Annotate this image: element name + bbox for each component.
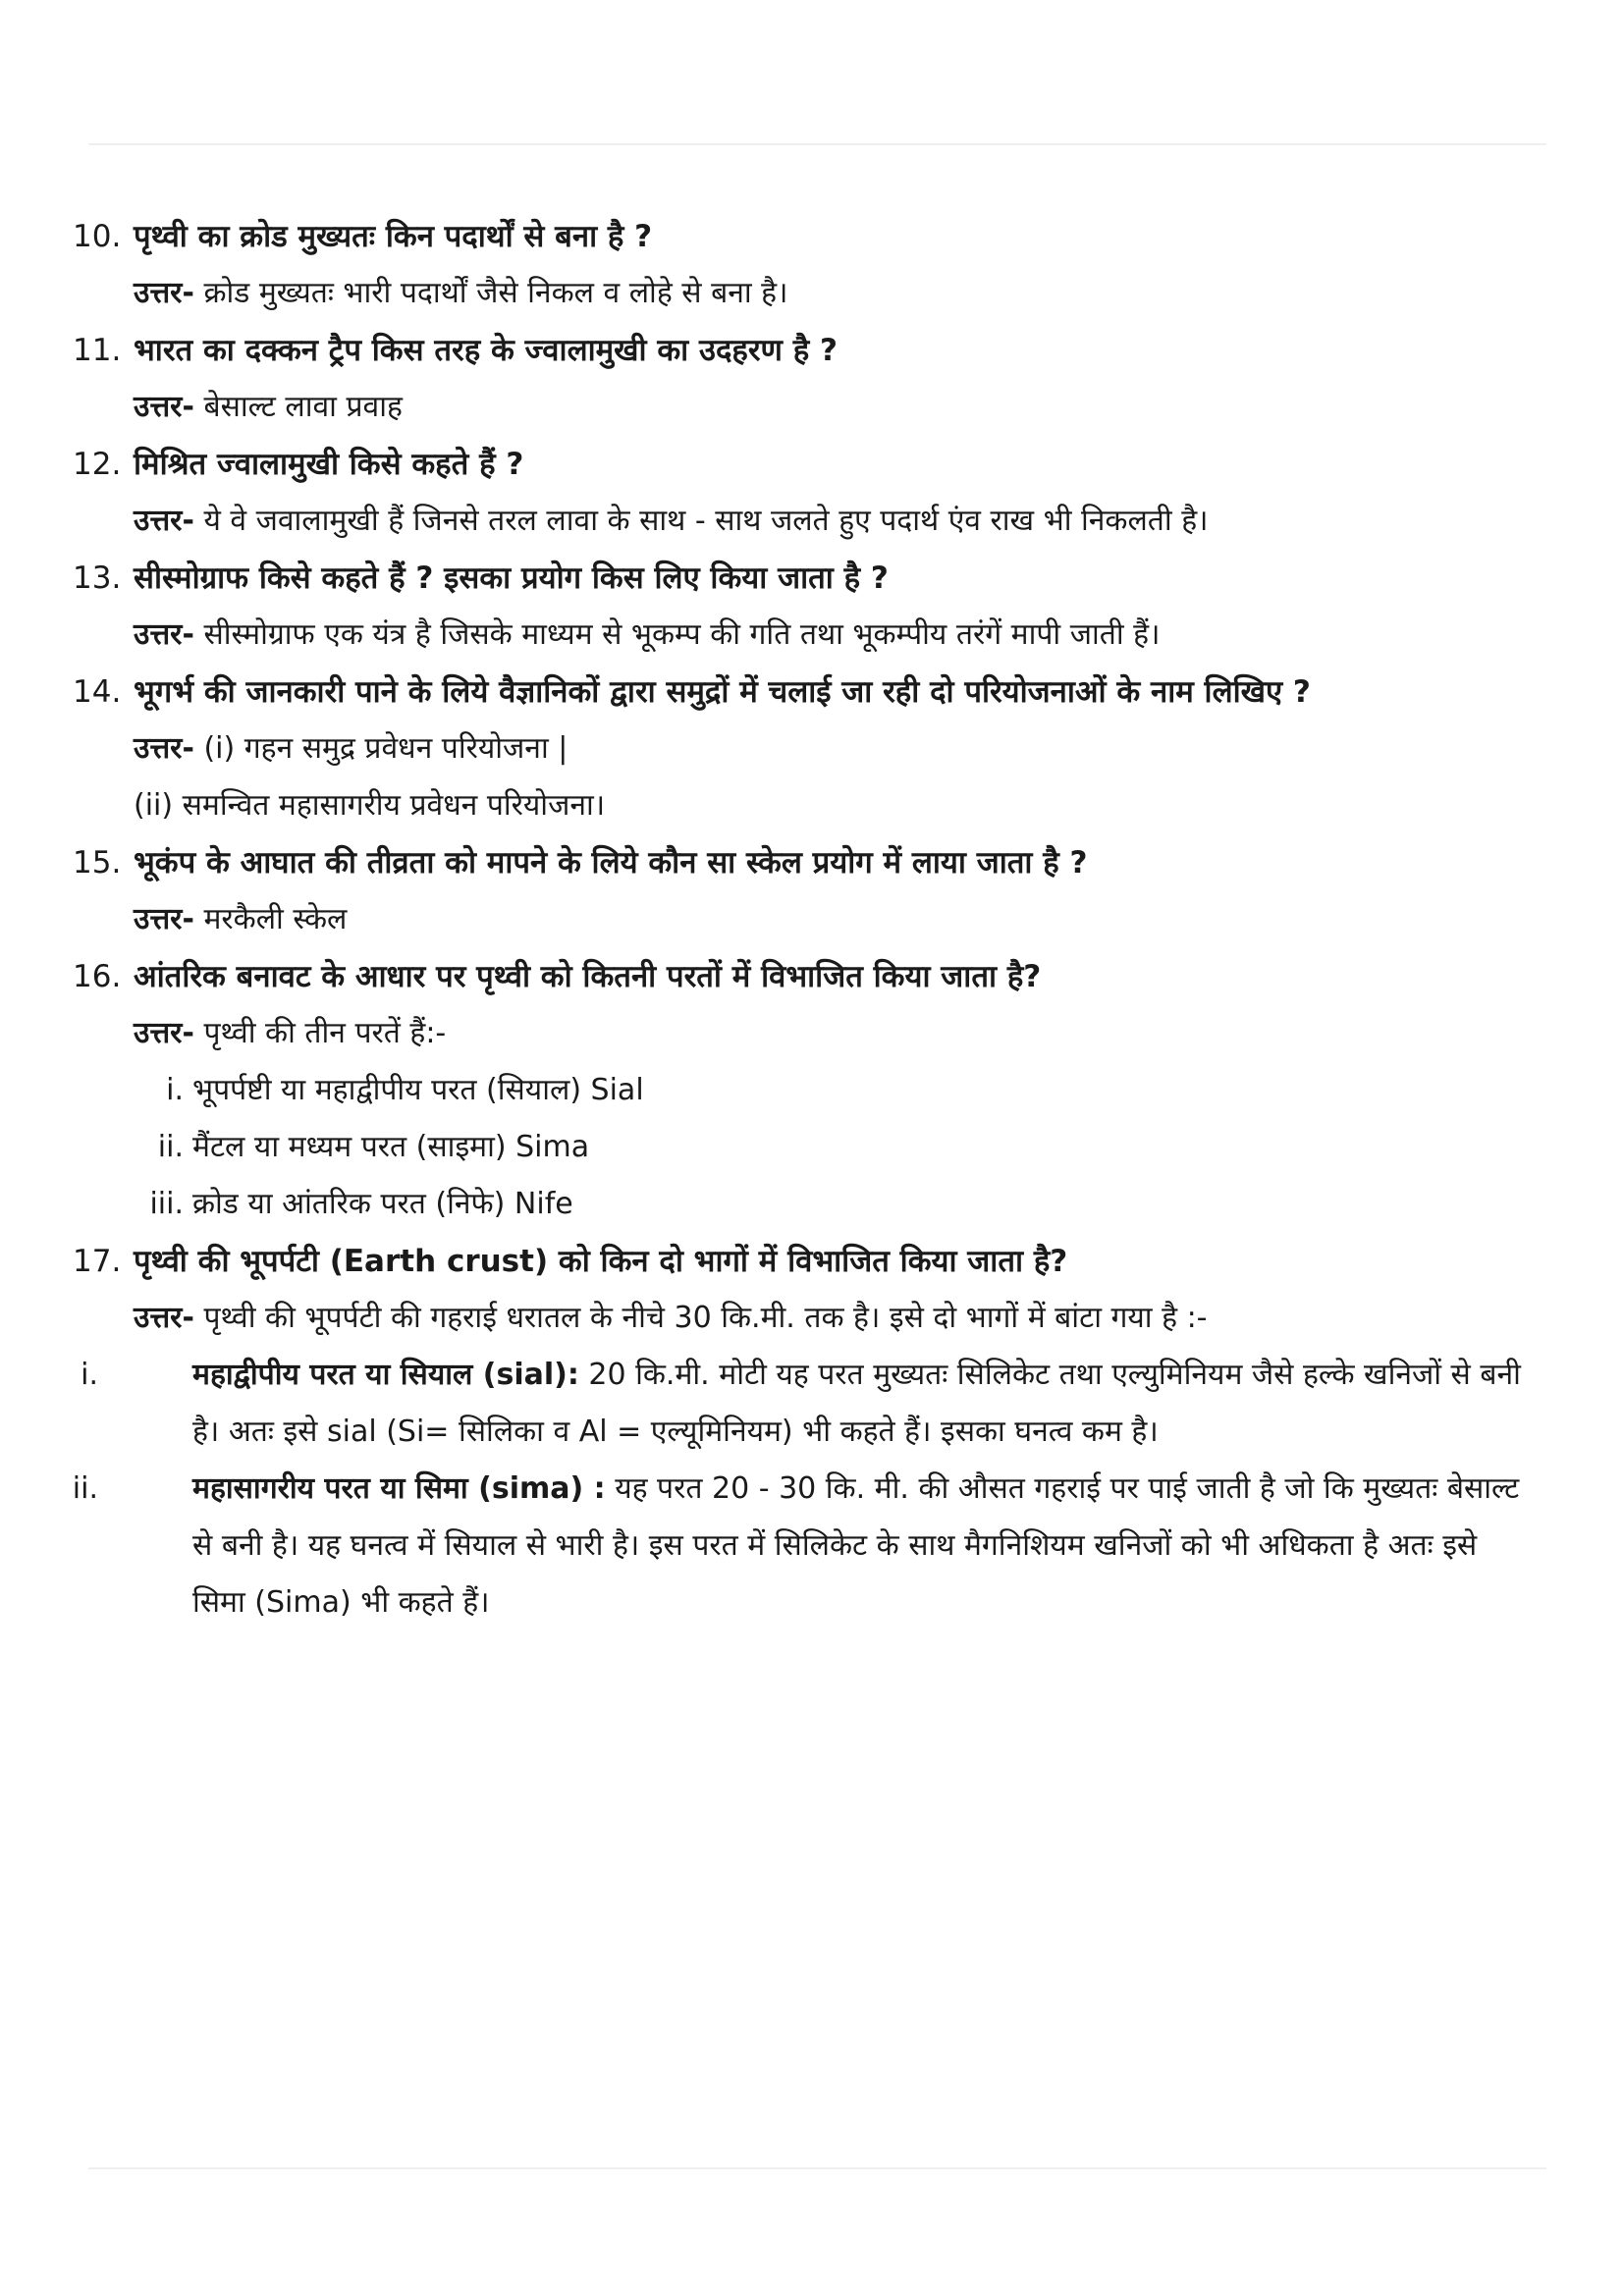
qa-content [0,208,1623,1631]
question-13 [0,550,1623,607]
list-item-text: यह परत 20 - 30 कि. मी. की औसत गहराई पर पाई जाती है जो कि मुख्यतः बेसाल्ट से बनी है। यह घनत्व में सियाल से भारी है। इस परत में सिलिकेट के साथ मैगनिशियम खनिजों को भी अधिकता है अतः इसे सिमा (Sima) भी कहते हैं। [192,1471,1520,1620]
question-11 [0,322,1623,379]
answer-text: सीस्मोग्राफ एक यंत्र है जिसके माध्यम से भूकम्प की गति तथा भूकम्पीय तरंगें मापी जाती हैं। [193,617,1161,652]
list-item [0,1347,1538,1461]
answer-10 [0,265,1623,322]
answer-text: मरकैली स्केल [193,902,348,936]
answer-label: उत्तर- [134,617,194,652]
list-item-text: क्रोड या आंतरिक परत (निफे) Nife [192,1187,573,1221]
answer-12 [0,493,1623,550]
list-item [0,1461,1538,1631]
list-item [0,1119,1623,1176]
question-number: 16. [73,959,122,994]
bottom-divider [88,2167,1546,2169]
question-number: 13. [73,561,122,596]
answer-14 [0,721,1623,777]
answer-11 [0,379,1623,436]
question-text: भूकंप के आघात की तीव्रता को मापने के लिये कौन सा स्केल प्रयोग में लाया जाता है ? [134,845,1088,881]
answer-text: (ii) समन्वित महासागरीय प्रवेधन परियोजना। [134,788,606,823]
answer-15 [0,891,1623,948]
question-text: पृथ्वी की भूपर्पटी (Earth crust) को किन दो भागों में विभाजित किया जाता है? [134,1244,1068,1279]
answer-label: उत्तर- [134,390,194,424]
question-text: आंतरिक बनावट के आधार पर पृथ्वी को कितनी परतों में विभाजित किया जाता है? [134,959,1042,994]
answer-label: उत्तर- [134,1016,194,1050]
question-number: 10. [73,219,122,254]
answer-14-line-2 [0,777,1623,834]
answer-label: उत्तर- [134,504,194,538]
roman-numeral: ii. [157,1130,184,1164]
roman-numeral: ii. [72,1471,98,1506]
answer-label: उत्तर- [134,731,194,766]
answer-label: उत्तर- [134,276,194,310]
top-divider [88,143,1546,145]
question-number: 17. [73,1244,122,1279]
list-item [0,1176,1623,1233]
question-text: भूगर्भ की जानकारी पाने के लिये वैज्ञानिकों द्वारा समुद्रों में चलाई जा रही दो परियोजनाओं के नाम लिखिए ? [134,674,1311,710]
answer-16 [0,1005,1623,1062]
question-text: पृथ्वी का क्रोड मुख्यतः किन पदार्थों से बना है ? [134,219,653,254]
question-10 [0,208,1623,265]
question-17 [0,1233,1623,1290]
question-text: मिश्रित ज्वालामुखी किसे कहते हैं ? [134,447,524,482]
answer-17 [0,1290,1623,1347]
list-item-term: महासागरीय परत या सिमा (sima) : [192,1471,606,1506]
question-number: 15. [73,845,122,881]
answer-text: पृथ्वी की तीन परतें हैं:- [193,1016,447,1050]
list-item-term: महाद्वीपीय परत या सियाल (sial): [192,1358,579,1392]
answer-text: पृथ्वी की भूपर्पटी की गहराई धरातल के नीचे 30 कि.मी. तक है। इसे दो भागों में बांटा गया है :- [193,1301,1208,1335]
question-16 [0,948,1623,1005]
question-14 [0,664,1623,721]
roman-numeral: i. [166,1073,184,1107]
question-text: भारत का दक्कन ट्रैप किस तरह के ज्वालामुखी का उदहरण है ? [134,333,838,368]
list-item-text: 20 कि.मी. मोटी यह परत मुख्यतः सिलिकेट तथा एल्युमिनियम जैसे हल्के खनिजों से बनी है। अतः इसे sial (Si= सिलिका व Al = एल्यूमिनियम) भी कहते हैं। इसका घनत्व कम है। [192,1358,1521,1449]
answer-text: क्रोड मुख्यतः भारी पदार्थों जैसे निकल व लोहे से बना है। [193,276,788,310]
answer-text: (i) गहन समुद्र प्रवेधन परियोजना | [193,731,568,766]
question-12 [0,436,1623,493]
question-15 [0,834,1623,891]
question-number: 11. [73,333,122,368]
question-number: 14. [73,674,122,710]
answer-label: उत्तर- [134,1301,194,1335]
roman-numeral: iii. [149,1187,184,1221]
list-item-text: भूपर्पष्टी या महाद्वीपीय परत (सियाल) Sial [192,1073,644,1107]
list-item [0,1062,1623,1119]
list-item-text: मैंटल या मध्यम परत (साइमा) Sima [192,1130,590,1164]
answer-text: ये वे जवालामुखी हैं जिनसे तरल लावा के साथ - साथ जलते हुए पदार्थ एंव राख भी निकलती है। [193,504,1209,538]
answer-label: उत्तर- [134,902,194,936]
answer-text: बेसाल्ट लावा प्रवाह [193,390,403,424]
question-number: 12. [73,447,122,482]
answer-13 [0,607,1623,664]
question-text: सीस्मोग्राफ किसे कहते हैं ? इसका प्रयोग किस लिए किया जाता है ? [134,561,889,596]
roman-numeral: i. [81,1358,98,1392]
